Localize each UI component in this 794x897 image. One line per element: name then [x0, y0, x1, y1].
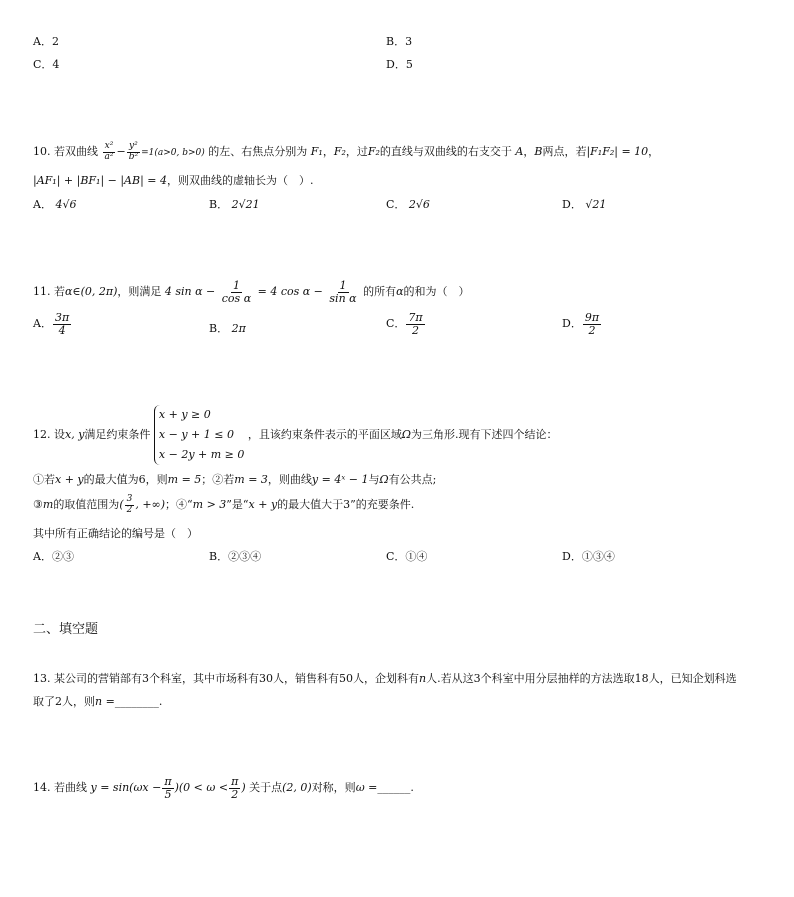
option-value: 5: [405, 58, 413, 71]
stem-text: 人.若从这3个科室中用分层抽样的方法选取18人，已知企划科选: [426, 672, 737, 685]
stem-text: 关于点: [249, 781, 283, 794]
option-letter: B．: [209, 198, 229, 211]
range-close: , +∞): [135, 498, 166, 511]
answer-label: ω =: [355, 781, 378, 794]
option-value: 2√6: [408, 198, 430, 211]
stem-text: 两点，若: [542, 145, 587, 158]
fraction-pi-2: $\frac{\pi}{2}$: [231, 774, 239, 801]
q9-option-a: [33, 33, 59, 49]
option-letter: C．: [33, 58, 53, 71]
q10-stem-line1: 10. 若双曲线 $\frac{\text{x²}}{\text{a²}}$ − $\frac{\text{y²}}{\text{b²}}$ =1(a>0, b>0) 的左、右焦点分别为 F₁，F₂，过F₂的直线与双曲线的右支交于 A，B两点，若|F₁F₂| = 10，: [33, 141, 660, 162]
stem-text: 若双曲线: [54, 145, 98, 158]
option-letter: D．: [562, 198, 582, 211]
condition-expression: |AF₁| + |BF₁| − |AB| = 4: [33, 174, 168, 187]
stem-text: 与: [368, 473, 380, 486]
stem-text: ；②若: [201, 473, 235, 486]
curve-expression: y = sin(ωx −: [90, 781, 162, 794]
point: (2, 0): [282, 781, 312, 794]
option-value: √21: [585, 198, 607, 211]
region-omega: Ω: [379, 473, 389, 486]
q11-option-d: [562, 312, 602, 336]
answer-blank: ________: [114, 695, 159, 708]
expr-m-3: m = 3: [234, 473, 268, 486]
stem-text: 其中所有正确结论的编号是（ ）: [33, 527, 198, 540]
stem-text: ③: [33, 498, 43, 511]
stem-text: 的直线与双曲线的右支交于: [379, 145, 512, 158]
stem-text: ；④“: [165, 498, 193, 511]
option-fraction: $\frac{9\pi}{2}$: [584, 311, 600, 337]
expr-x-plus-y: x + y: [55, 473, 84, 486]
option-value: ①③④: [581, 550, 615, 563]
focus-f2: F₂: [367, 145, 380, 158]
variables-xy: x, y: [65, 428, 85, 441]
expr-m-5: m = 5: [167, 473, 202, 486]
focus-f2: F₂: [333, 145, 346, 158]
question-number: 14.: [33, 781, 51, 794]
q10-option-b: [209, 196, 260, 212]
q12-option-b: [209, 548, 261, 564]
q11-stem: [33, 277, 470, 307]
stem-text: .: [158, 695, 163, 708]
alpha: α: [396, 285, 404, 298]
variable-m: m: [42, 498, 54, 511]
fraction-1-sin: $\frac{1}{\text{sin α}}$: [329, 278, 357, 305]
stem-text: 设: [54, 428, 65, 441]
option-letter: B．: [209, 322, 229, 335]
variable-n: n: [418, 672, 427, 685]
stem-text: 的所有: [363, 285, 397, 298]
option-letter: A．: [33, 317, 52, 331]
option-value: ②③: [51, 550, 74, 563]
stem-text: 为三角形.现有下述四个结论：: [411, 428, 558, 441]
option-letter: C．: [386, 198, 406, 211]
option-letter: A．: [33, 35, 52, 48]
q12-statement-line2: [33, 492, 414, 518]
equation-left: 4 sin α −: [164, 285, 216, 298]
q12-statement-line1: [33, 471, 436, 487]
q12-stem-line3: [33, 525, 198, 541]
question-number: 12.: [33, 428, 51, 441]
q14-stem: [33, 773, 414, 803]
region-omega: Ω: [401, 428, 412, 441]
stem-text: ，则满足: [117, 285, 162, 298]
stem-text: 对称，则: [311, 781, 356, 794]
focus-f1: F₁: [310, 145, 323, 158]
section-heading: 二、填空题: [33, 622, 99, 637]
constraint-system: [154, 405, 244, 465]
condition-f1f2: |F₁F₂| = 10: [586, 145, 649, 158]
q13-line1: [33, 670, 737, 686]
alpha-range: α∈(0, 2π): [65, 285, 118, 298]
expr-m-gt-3: m > 3: [192, 498, 227, 511]
option-fraction: $\frac{7\pi}{2}$: [408, 311, 423, 337]
q10-option-a: [33, 196, 76, 212]
option-value: 2√21: [231, 198, 260, 211]
q12-option-d: [562, 548, 615, 564]
q11-option-b: [209, 320, 246, 336]
fraction-y2-b2: $\frac{\text{y²}}{\text{b²}}$: [128, 141, 139, 162]
stem-text: 的左、右焦点分别为: [208, 145, 308, 158]
stem-text: 有公共点;: [388, 473, 437, 486]
option-letter: D．: [386, 58, 406, 71]
answer-label: n =: [95, 695, 115, 708]
q12-option-c: [386, 548, 427, 564]
constraint-1: x + y ≥ 0: [158, 408, 211, 421]
expr-x-plus-y: x + y: [248, 498, 278, 511]
option-value: ②③④: [228, 550, 262, 563]
q9-option-c: [33, 56, 59, 72]
q10-option-d: [562, 196, 606, 212]
stem-text: ，过: [345, 145, 368, 158]
q13-line2: [33, 693, 162, 709]
question-number: 10.: [33, 145, 51, 158]
stem-text: ，则曲线: [267, 473, 312, 486]
option-value: 2: [51, 35, 59, 48]
q9-option-d: [386, 56, 413, 72]
option-letter: D．: [562, 550, 582, 563]
q12-stem: [33, 405, 558, 465]
constraint-3: x − 2y + m ≥ 0: [158, 448, 245, 461]
option-letter: B．: [209, 550, 229, 563]
option-letter: C．: [386, 317, 406, 331]
range-open: (: [119, 498, 124, 511]
curve-expression: ): [241, 781, 246, 794]
stem-text: 若: [54, 285, 65, 298]
option-value: 2π: [231, 322, 246, 335]
option-value: ①④: [405, 550, 428, 563]
fraction-x2-a2: $\frac{\text{x²}}{\text{a²}}$: [104, 141, 114, 162]
option-value: 3: [405, 35, 413, 48]
constraint-2: x − y + 1 ≤ 0: [158, 428, 234, 441]
point-a: A: [515, 145, 524, 158]
fraction-pi-5: $\frac{\pi}{5}$: [164, 774, 172, 801]
option-value: 4√6: [55, 198, 77, 211]
stem-text: ①若: [33, 473, 55, 486]
q11-option-c: [386, 312, 426, 336]
option-letter: D．: [562, 317, 582, 331]
expr-curve: y = 4ˣ − 1: [311, 473, 369, 486]
q11-option-a: [33, 312, 72, 336]
option-letter: B．: [386, 35, 406, 48]
option-letter: C．: [386, 550, 406, 563]
option-value: 4: [52, 58, 60, 71]
fraction-3-2: $\frac{3}{2}$: [126, 494, 133, 515]
stem-text: 的和为（ ）: [403, 285, 470, 298]
equation-mid: = 4 cos α −: [257, 285, 323, 298]
stem-text: 13. 某公司的营销部有3个科室，其中市场科有30人，销售科有50人，企划科有: [33, 672, 419, 685]
q10-option-c: [386, 196, 430, 212]
q10-stem-line2: [33, 172, 314, 188]
stem-text: ”是“: [226, 498, 249, 511]
answer-blank: ______: [377, 781, 411, 794]
point-b: B: [534, 145, 543, 158]
stem-text: 的取值范围为: [53, 498, 120, 511]
stem-text: 若曲线: [54, 781, 87, 794]
option-fraction: $\frac{3\pi}{4}$: [54, 311, 70, 337]
stem-text: ，且该约束条件表示的平面区域: [247, 428, 402, 441]
stem-text: .: [410, 781, 414, 794]
option-letter: A．: [33, 550, 52, 563]
q12-option-a: [33, 548, 74, 564]
option-letter: A．: [33, 198, 52, 211]
stem-text: 取了2人，则: [33, 695, 95, 708]
stem-text: ，则双曲线的虚轴长为（ ）.: [167, 174, 314, 187]
fraction-1-cos: $\frac{1}{\text{cos α}}$: [221, 278, 252, 305]
curve-expression: )(0 < ω <: [174, 781, 229, 794]
stem-text: 满足约束条件: [84, 428, 151, 441]
stem-text: 的最大值为6，则: [83, 473, 168, 486]
q9-option-b: [386, 33, 412, 49]
stem-text: 的最大值大于3”的充要条件.: [277, 498, 415, 511]
hyperbola-condition: =1(a>0, b>0): [141, 148, 205, 158]
question-number: 11.: [33, 285, 51, 298]
